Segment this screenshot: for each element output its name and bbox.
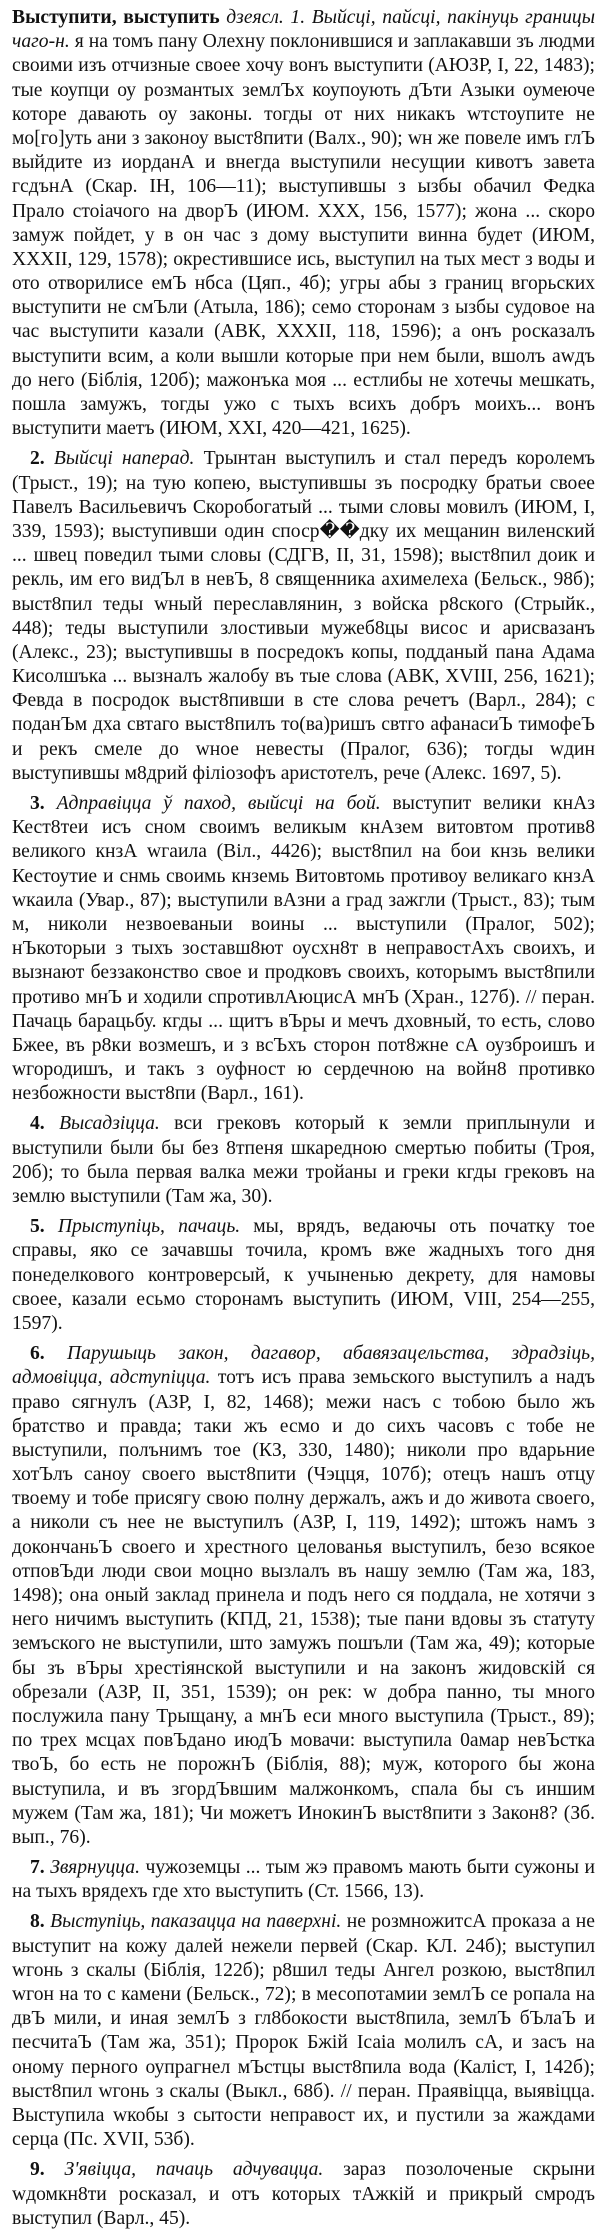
sense-number: 4.	[30, 1113, 45, 1135]
entry-sense-9	[12, 2158, 595, 2231]
sense-citations: я на томъ пану Олехну поклонившися и заплакавши зъ людми своими изъ отчизные своее хочу вонъ выступити (АЮЗР, I, 22, 1483); тые коупци оу розмантых землЪх коупоують дЪти Азыки оумеюче которе давають оу законы. тогды от них никакъ wтстоупите не мо[го]уть ани з законоу выст8пити (Валх., 90); wн же повеле имъ глЪ выйдите из иорданА и внегда выступили несущии кивотъ завета гсдънА (Скар. IН, 106—11); выступившы з ызбы обачил Федка Прало стоiачого на дворЪ (ИЮМ. XXX, 156, 1577); жона ... скоро замуж пойдет, у в он час з дому выступити винна будет (ИЮМ, XXXII, 129, 1578); окрестившисе ись, выступил на тых мест з воды и ото отворилисе емЪ нбса (Цяп., 4б); угры абы з границ вгорьских выступити не смЪли (Атыла, 186); семо сторонам з ызбы судовое на час выступити казали (АВК, XXXII, 118, 1596); а онъ росказалъ выступити всим, а коли вышли которые при нем были, вшолъ аwдъ до него (Біблія, 120б); мажонъка моя ... естлибы не хотечы мешкать, пошла замужъ, тогды ужо с тыхъ всихъ добръ моихъ... вонъ выступити маетъ (ИЮМ, XXI, 420—421, 1625).	[12, 31, 595, 440]
entry-sense-5	[12, 1215, 595, 1336]
sense-number: 7.	[30, 1857, 45, 1879]
sense-number: 2.	[30, 448, 45, 470]
entry-sense-2	[12, 447, 595, 786]
sense-number: 6.	[30, 1343, 45, 1365]
sense-number: 5.	[30, 1216, 45, 1238]
entry-sense-4	[12, 1112, 595, 1209]
sense-gloss: Выйсці наперад.	[53, 448, 195, 470]
sense-gloss: дзеясл. 1. Выйсці, пайсці, пакінуць границы чаго-н.	[12, 7, 595, 53]
entry-sense-6	[12, 1342, 595, 1850]
sense-gloss: Адправіцца ў паход, выйсці на бой.	[56, 793, 381, 814]
sense-gloss: Высадзіцца.	[59, 1113, 160, 1135]
headword: Выступити, выступить	[12, 7, 220, 28]
sense-citations: зараз позолоченые скрыни wдомкн8ти росказал, и отъ которых тАжкiй и прикрый смродъ выступил (Варл., 45).	[12, 2159, 595, 2229]
entry-sense-3	[12, 792, 595, 1106]
sense-gloss: З'явіцца, пачаць адчувацца.	[64, 2159, 324, 2181]
sense-citations: вси грековъ который к земли приплынули и выступили были бы без 8тпеня шкаредною смертью побиты (Троя, 20б); то была первая валка межи тройаны и греки кгды грековъ на землю выступили (Там жа, 30).	[12, 1113, 595, 1207]
sense-number: 8.	[30, 1911, 45, 1933]
sense-citations: не розмножитсА проказа а не выступит на кожу далей нежели первей (Скар. КЛ. 24б); выступил wгонь з скалы (Біблія, 122б); р8шил теды Ангел розкою, выст8пил wгон на то с камени (Бельск., 72); в месопотамии землЪ се ропала на двЪ мили, и иная землЪ з гл8бокости выст8пила, землЪ бЪлаЪ и песчитаЪ (Там жа, 351); Пророк Бжій Ісаіа молилъ сА, и засъ на оному перного оупрагнел мЪстцы выст8пила вода (Каліст, I, 142б); выст8пил wгонь з скалы (Выкл., 68б). // перан. Праявіцца, выявіцца. Выступила wкобы з сытости неправост их, и пустили за жаждами серца (Пс. XVII, 53б).	[12, 1911, 595, 2151]
sense-citations: Трынтан выступилъ и стал передъ королемъ (Трыст., 19); на тую копею, выступившы зъ посродку братьи своее Павелъ Васильевичъ Скоробогатый ... тыми словы мовилъ (ИЮМ, I, 339, 1593); выступивши один споср��дку их мещанин виленский ... швец поведил тыми словы (СДГВ, II, 31, 1598); выст8пил доик и рекль, им его видЪл в невЪ, 8 священника ахимелеха (Бельск., 98б); выст8пил теды wный переславлянин, з войска р8ского (Стрыйк., 448); теды выступили злостивыи мужеб8цы висос и арисвазанъ (Алекс., 23); выступившы в посредокъ копы, подданый пана Адама Кисолшъка ... вызналъ жалобу въ тые слова (АВК, XVIII, 256, 1621); Февда в посродок выст8пивши в сте слова речетъ (Варл., 284); с поданЪм дха свтаго выст8пилъ то(ва)ришъ свтго афанасиЪ тимофеЪ и рекъ смеле до wное невесты (Пралог, 636); тогды wдин выступившы м8дрий філiозофъ аристотелъ, рече (Алекс. 1697, 5).	[12, 448, 595, 784]
entry-sense-8	[12, 1910, 595, 2152]
sense-citations: чужоземцы ... тым жэ правомъ мають быти сужоны и на тыхъ врядехъ где хто выступить (Ст. 1566, 13).	[12, 1857, 595, 1903]
sense-number: 9.	[30, 2159, 45, 2181]
sense-gloss: Звярнуцца.	[50, 1857, 141, 1879]
sense-citations: мы, врядъ, ведаючы оть початку тое справы, яко се зачавшы точила, кромъ вже жадныхъ того дня понеделкового контроверсый, к учыненью декрету, для намовы своее, казали есьмо сторонамъ выступить (ИЮМ, VIII, 254—255, 1597).	[12, 1216, 595, 1334]
entry-sense-7	[12, 1856, 595, 1904]
sense-gloss: Прыступіць, пачаць.	[57, 1216, 241, 1238]
sense-gloss: Парушыць закон, дагавор, абавязацельства, здрадзіць, адмовіцца, адступіцца.	[12, 1343, 595, 1389]
sense-number: 3.	[30, 793, 45, 814]
sense-gloss: Выступіць, паказацца на паверхні.	[50, 1911, 342, 1933]
sense-citations: выступит велики кнАз Кест8теи исъ сном своимъ великым кнАзем витовтом против8 великого кнзА wгаила (Віл., 4426); выст8пил на бои кнзь велики Кестоутие и снмь своимь кнземь Витовтомь противоу великагo кнзА wкаила (Увар., 87); выступили вАзни а град зажгли (Трыст., 83); тым м, николи незвоеваныи воины ... выступили (Пралог, 502); нЪкоторыи з тыхъ зоставш8ют оусхн8т в неправостАхъ своихъ, и вызнают беззаконство свое и продковъ своихъ, которымъ выст8пили противо мнЪ и ходили спротивлАюцисА мнЪ (Хран., 127б). // перан. Пачаць барацьбу. кгды ... щитъ вЪры и мечъ дховный, то есть, слово Бжее, въ р8ки возмешъ, и з всЪхъ сторон пот8жне сА оузброишъ и wгородишъ, и такъ з оуфност ю сердечною на войн8 противко незбожности выст8пи (Варл., 161).	[12, 793, 595, 1105]
sense-citations: тотъ исъ права земьского выступилъ а надъ право сягнулъ (АЗР, I, 82, 1468); межи насъ с тобою было жъ братство и правда; таки жъ есмо и до сихъ часовъ с тобе не выступили, полънимъ тое (КЗ, 330, 1480); николи про вдарьние хотЪлъ саноу своего выст8пити (Чэцця, 107б); отецъ нашъ отцу твоему и тобе присягу свою полну держалъ, ажъ и до живота своего, а николи съ нее не выступилъ (АЗР, I, 119, 1492); штожъ намъ з докончаньЪ своего и хрестного целованья выступилъ, безо всякое отповЪди люди свои моцно вызлалъ въ нашу землю (Там жа, 183, 1498); она оный заклад принела и подъ него ся поддала, не хотячи з него ничимъ выступить (КПД, 21, 1538); тые пани вдовы зъ статуту земъского не выступили, што замужъ пошъли (Там жа, 49); которые бы зъ вЪры хрестiянской выступили и на законъ жидовскiй ся обрезали (АЗР, II, 351, 1539); он рек: w добра панно, ты много послужила пану Трыщану, а мнЪ еси много выступила (Трыст., 89); по трех мсцах повЪдано июдЪ мовачи: выступила 0амар невЪстка твоЪ, бо есть не порожнЪ (Біблія, 88); муж, которого бы жона выступила, и въ згордЪвшим малжонкомъ, спала бы съ иншим мужем (Там жа, 181); Чи можетъ ИнокинЪ выст8пити з Закон8? (Зб. вып., 76).	[12, 1367, 595, 1848]
entry-sense-1	[12, 6, 595, 441]
